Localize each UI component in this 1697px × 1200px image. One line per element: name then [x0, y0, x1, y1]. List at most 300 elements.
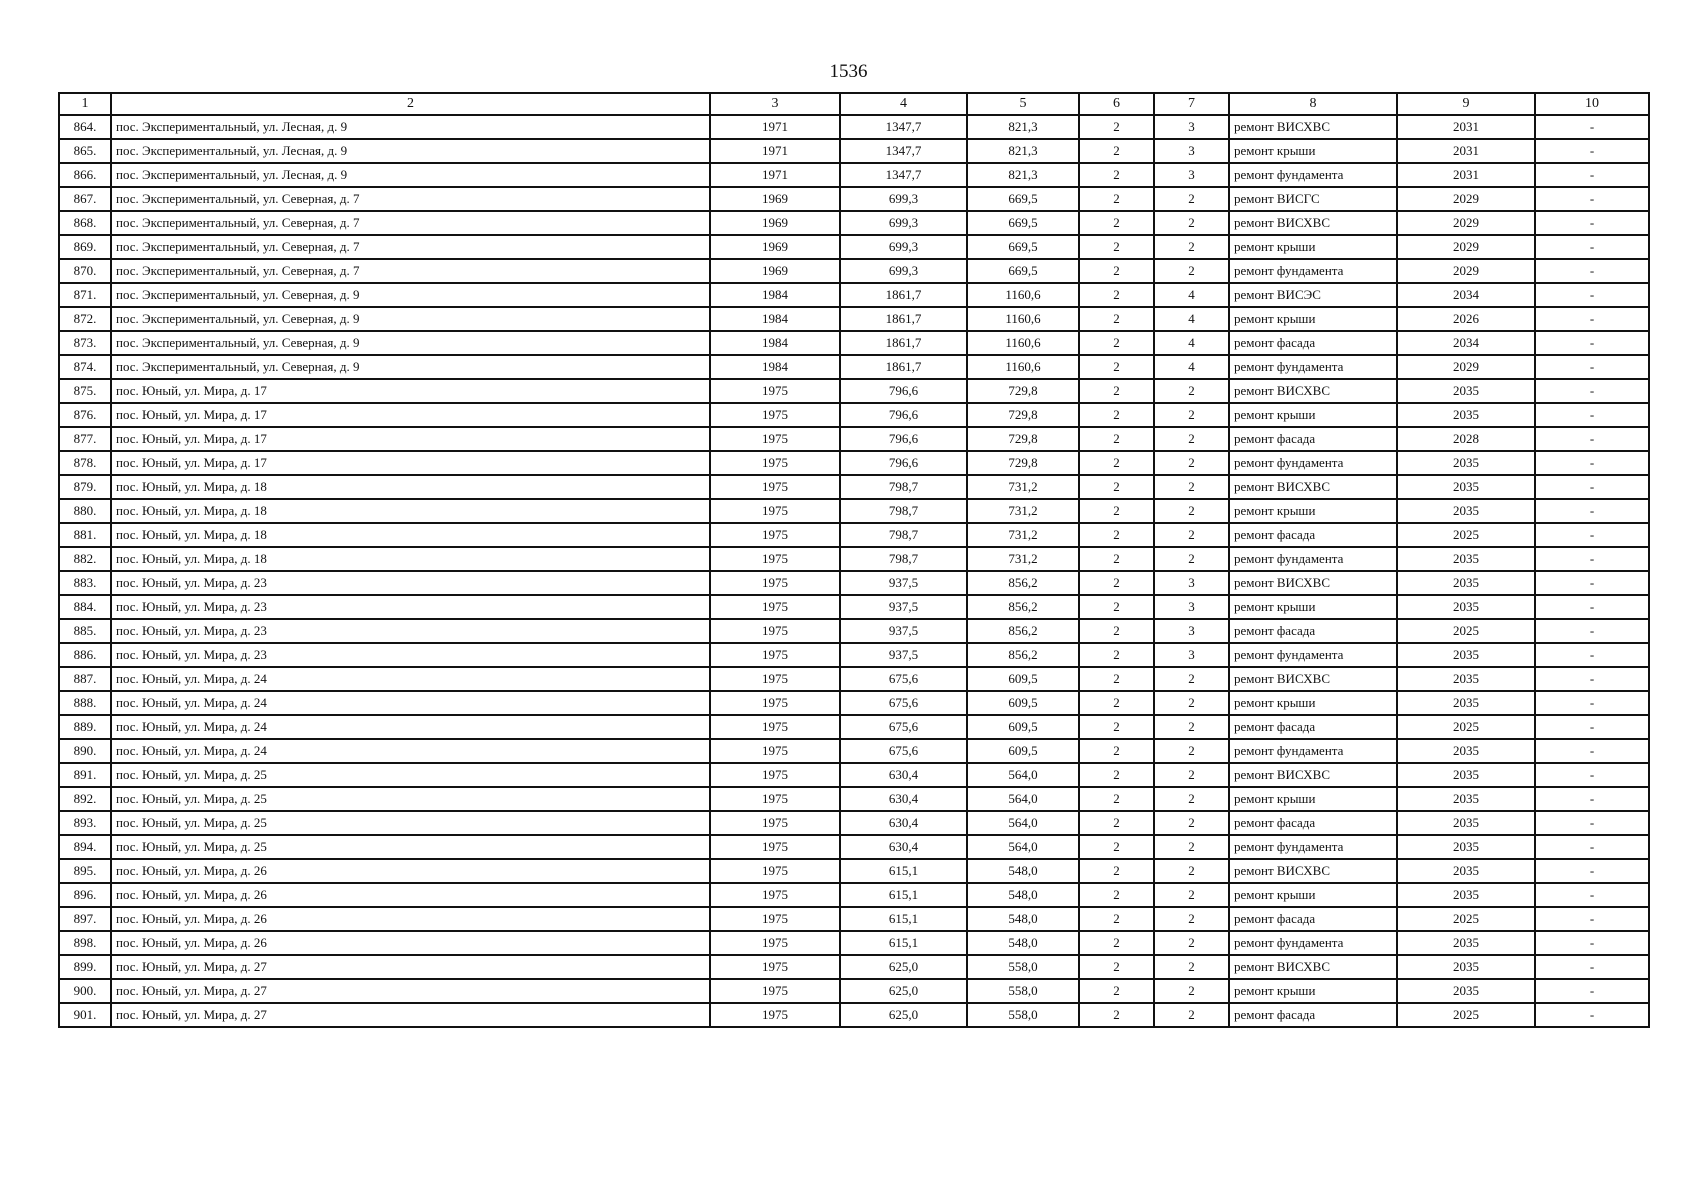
table-row — [59, 595, 1649, 619]
year-cell: 1975 — [710, 547, 840, 571]
address-cell: пос. Юный, ул. Мира, д. 24 — [111, 691, 710, 715]
planned-year-cell: 2035 — [1397, 667, 1535, 691]
address-cell: пос. Экспериментальный, ул. Северная, д. 9 — [111, 331, 710, 355]
year-cell: 1975 — [710, 859, 840, 883]
table-row — [59, 691, 1649, 715]
row-number: 896. — [59, 883, 111, 907]
year-cell: 1975 — [710, 499, 840, 523]
total-area-cell: 796,6 — [840, 403, 967, 427]
floors-cell: 2 — [1079, 595, 1154, 619]
year-cell: 1975 — [710, 787, 840, 811]
floors-cell: 2 — [1079, 739, 1154, 763]
note-cell: - — [1535, 1003, 1649, 1027]
year-cell: 1971 — [710, 163, 840, 187]
year-cell: 1975 — [710, 907, 840, 931]
year-cell: 1984 — [710, 331, 840, 355]
total-area-cell: 798,7 — [840, 475, 967, 499]
row-number: 875. — [59, 379, 111, 403]
floors-cell: 2 — [1079, 955, 1154, 979]
row-number: 897. — [59, 907, 111, 931]
note-cell: - — [1535, 211, 1649, 235]
year-cell: 1975 — [710, 451, 840, 475]
table-row — [59, 811, 1649, 835]
year-cell: 1975 — [710, 835, 840, 859]
work-type-cell: ремонт фасада — [1229, 811, 1397, 835]
year-cell: 1975 — [710, 667, 840, 691]
row-number: 885. — [59, 619, 111, 643]
year-cell: 1969 — [710, 211, 840, 235]
year-cell: 1975 — [710, 595, 840, 619]
living-area-cell: 856,2 — [967, 595, 1079, 619]
table-row — [59, 259, 1649, 283]
total-area-cell: 796,6 — [840, 427, 967, 451]
row-number: 892. — [59, 787, 111, 811]
floors-cell: 2 — [1079, 715, 1154, 739]
work-type-cell: ремонт фасада — [1229, 1003, 1397, 1027]
total-area-cell: 1347,7 — [840, 139, 967, 163]
row-number: 864. — [59, 115, 111, 139]
column-header: 1 — [59, 93, 111, 115]
planned-year-cell: 2034 — [1397, 331, 1535, 355]
living-area-cell: 731,2 — [967, 523, 1079, 547]
row-number: 899. — [59, 955, 111, 979]
year-cell: 1975 — [710, 379, 840, 403]
entrances-cell: 2 — [1154, 475, 1229, 499]
total-area-cell: 937,5 — [840, 643, 967, 667]
total-area-cell: 937,5 — [840, 619, 967, 643]
planned-year-cell: 2029 — [1397, 211, 1535, 235]
table-row — [59, 163, 1649, 187]
planned-year-cell: 2035 — [1397, 691, 1535, 715]
note-cell: - — [1535, 763, 1649, 787]
total-area-cell: 615,1 — [840, 883, 967, 907]
address-cell: пос. Юный, ул. Мира, д. 27 — [111, 979, 710, 1003]
note-cell: - — [1535, 667, 1649, 691]
planned-year-cell: 2025 — [1397, 523, 1535, 547]
living-area-cell: 609,5 — [967, 739, 1079, 763]
note-cell: - — [1535, 859, 1649, 883]
total-area-cell: 937,5 — [840, 571, 967, 595]
table-row — [59, 859, 1649, 883]
address-cell: пос. Юный, ул. Мира, д. 17 — [111, 427, 710, 451]
year-cell: 1969 — [710, 187, 840, 211]
work-type-cell: ремонт крыши — [1229, 787, 1397, 811]
work-type-cell: ремонт фундамента — [1229, 643, 1397, 667]
floors-cell: 2 — [1079, 883, 1154, 907]
row-number: 873. — [59, 331, 111, 355]
entrances-cell: 3 — [1154, 163, 1229, 187]
entrances-cell: 2 — [1154, 499, 1229, 523]
planned-year-cell: 2025 — [1397, 1003, 1535, 1027]
row-number: 882. — [59, 547, 111, 571]
living-area-cell: 1160,6 — [967, 307, 1079, 331]
entrances-cell: 2 — [1154, 979, 1229, 1003]
address-cell: пос. Экспериментальный, ул. Северная, д. 9 — [111, 307, 710, 331]
total-area-cell: 798,7 — [840, 499, 967, 523]
living-area-cell: 1160,6 — [967, 283, 1079, 307]
note-cell: - — [1535, 115, 1649, 139]
entrances-cell: 2 — [1154, 235, 1229, 259]
planned-year-cell: 2035 — [1397, 763, 1535, 787]
work-type-cell: ремонт ВИСГС — [1229, 187, 1397, 211]
entrances-cell: 3 — [1154, 571, 1229, 595]
address-cell: пос. Юный, ул. Мира, д. 25 — [111, 811, 710, 835]
entrances-cell: 4 — [1154, 355, 1229, 379]
column-header: 3 — [710, 93, 840, 115]
planned-year-cell: 2035 — [1397, 571, 1535, 595]
table-row — [59, 211, 1649, 235]
planned-year-cell: 2035 — [1397, 499, 1535, 523]
table-row — [59, 355, 1649, 379]
living-area-cell: 558,0 — [967, 979, 1079, 1003]
floors-cell: 2 — [1079, 931, 1154, 955]
address-cell: пос. Экспериментальный, ул. Северная, д. 7 — [111, 235, 710, 259]
work-type-cell: ремонт фундамента — [1229, 739, 1397, 763]
row-number: 884. — [59, 595, 111, 619]
address-cell: пос. Юный, ул. Мира, д. 18 — [111, 475, 710, 499]
year-cell: 1975 — [710, 715, 840, 739]
note-cell: - — [1535, 163, 1649, 187]
row-number: 865. — [59, 139, 111, 163]
work-type-cell: ремонт ВИСХВС — [1229, 571, 1397, 595]
row-number: 889. — [59, 715, 111, 739]
work-type-cell: ремонт ВИСЭС — [1229, 283, 1397, 307]
column-header: 4 — [840, 93, 967, 115]
work-type-cell: ремонт ВИСХВС — [1229, 115, 1397, 139]
note-cell: - — [1535, 499, 1649, 523]
year-cell: 1975 — [710, 475, 840, 499]
planned-year-cell: 2035 — [1397, 811, 1535, 835]
work-type-cell: ремонт фасада — [1229, 331, 1397, 355]
floors-cell: 2 — [1079, 811, 1154, 835]
table-row — [59, 571, 1649, 595]
living-area-cell: 564,0 — [967, 787, 1079, 811]
total-area-cell: 625,0 — [840, 979, 967, 1003]
housing-repair-table — [58, 92, 1650, 1028]
floors-cell: 2 — [1079, 499, 1154, 523]
total-area-cell: 625,0 — [840, 1003, 967, 1027]
living-area-cell: 821,3 — [967, 139, 1079, 163]
row-number: 877. — [59, 427, 111, 451]
year-cell: 1975 — [710, 523, 840, 547]
living-area-cell: 564,0 — [967, 763, 1079, 787]
note-cell: - — [1535, 403, 1649, 427]
entrances-cell: 2 — [1154, 715, 1229, 739]
year-cell: 1975 — [710, 883, 840, 907]
address-cell: пос. Экспериментальный, ул. Лесная, д. 9 — [111, 163, 710, 187]
note-cell: - — [1535, 619, 1649, 643]
entrances-cell: 3 — [1154, 643, 1229, 667]
entrances-cell: 4 — [1154, 283, 1229, 307]
total-area-cell: 630,4 — [840, 811, 967, 835]
work-type-cell: ремонт крыши — [1229, 307, 1397, 331]
year-cell: 1975 — [710, 931, 840, 955]
year-cell: 1975 — [710, 403, 840, 427]
table-row — [59, 451, 1649, 475]
total-area-cell: 937,5 — [840, 595, 967, 619]
address-cell: пос. Юный, ул. Мира, д. 25 — [111, 787, 710, 811]
entrances-cell: 2 — [1154, 427, 1229, 451]
planned-year-cell: 2035 — [1397, 403, 1535, 427]
living-area-cell: 609,5 — [967, 667, 1079, 691]
row-number: 879. — [59, 475, 111, 499]
work-type-cell: ремонт фасада — [1229, 427, 1397, 451]
table-row — [59, 427, 1649, 451]
planned-year-cell: 2029 — [1397, 187, 1535, 211]
table-row — [59, 787, 1649, 811]
entrances-cell: 2 — [1154, 883, 1229, 907]
year-cell: 1975 — [710, 643, 840, 667]
row-number: 874. — [59, 355, 111, 379]
address-cell: пос. Юный, ул. Мира, д. 26 — [111, 883, 710, 907]
entrances-cell: 3 — [1154, 139, 1229, 163]
address-cell: пос. Экспериментальный, ул. Лесная, д. 9 — [111, 139, 710, 163]
note-cell: - — [1535, 283, 1649, 307]
year-cell: 1975 — [710, 763, 840, 787]
note-cell: - — [1535, 451, 1649, 475]
year-cell: 1975 — [710, 979, 840, 1003]
planned-year-cell: 2028 — [1397, 427, 1535, 451]
note-cell: - — [1535, 907, 1649, 931]
planned-year-cell: 2035 — [1397, 979, 1535, 1003]
note-cell: - — [1535, 547, 1649, 571]
entrances-cell: 2 — [1154, 835, 1229, 859]
floors-cell: 2 — [1079, 787, 1154, 811]
total-area-cell: 625,0 — [840, 955, 967, 979]
total-area-cell: 1347,7 — [840, 163, 967, 187]
table-row — [59, 475, 1649, 499]
address-cell: пос. Экспериментальный, ул. Северная, д. 7 — [111, 211, 710, 235]
living-area-cell: 558,0 — [967, 955, 1079, 979]
table-row — [59, 547, 1649, 571]
entrances-cell: 2 — [1154, 955, 1229, 979]
total-area-cell: 699,3 — [840, 187, 967, 211]
work-type-cell: ремонт крыши — [1229, 235, 1397, 259]
table-header-row — [59, 93, 1649, 115]
work-type-cell: ремонт фундамента — [1229, 931, 1397, 955]
year-cell: 1971 — [710, 115, 840, 139]
year-cell: 1975 — [710, 691, 840, 715]
table-row — [59, 619, 1649, 643]
table-row — [59, 379, 1649, 403]
row-number: 893. — [59, 811, 111, 835]
table-row — [59, 643, 1649, 667]
note-cell: - — [1535, 739, 1649, 763]
address-cell: пос. Экспериментальный, ул. Лесная, д. 9 — [111, 115, 710, 139]
year-cell: 1975 — [710, 811, 840, 835]
planned-year-cell: 2035 — [1397, 475, 1535, 499]
year-cell: 1975 — [710, 739, 840, 763]
note-cell: - — [1535, 715, 1649, 739]
address-cell: пос. Юный, ул. Мира, д. 17 — [111, 379, 710, 403]
table-row — [59, 1003, 1649, 1027]
table-row — [59, 955, 1649, 979]
row-number: 867. — [59, 187, 111, 211]
living-area-cell: 729,8 — [967, 451, 1079, 475]
work-type-cell: ремонт крыши — [1229, 139, 1397, 163]
floors-cell: 2 — [1079, 571, 1154, 595]
planned-year-cell: 2035 — [1397, 883, 1535, 907]
year-cell: 1984 — [710, 355, 840, 379]
table-body — [59, 115, 1649, 1027]
floors-cell: 2 — [1079, 859, 1154, 883]
living-area-cell: 731,2 — [967, 499, 1079, 523]
planned-year-cell: 2029 — [1397, 355, 1535, 379]
table-row — [59, 331, 1649, 355]
table-row — [59, 523, 1649, 547]
entrances-cell: 4 — [1154, 307, 1229, 331]
address-cell: пос. Юный, ул. Мира, д. 23 — [111, 595, 710, 619]
address-cell: пос. Юный, ул. Мира, д. 26 — [111, 907, 710, 931]
address-cell: пос. Юный, ул. Мира, д. 25 — [111, 835, 710, 859]
entrances-cell: 2 — [1154, 259, 1229, 283]
row-number: 890. — [59, 739, 111, 763]
row-number: 870. — [59, 259, 111, 283]
total-area-cell: 630,4 — [840, 787, 967, 811]
floors-cell: 2 — [1079, 763, 1154, 787]
year-cell: 1971 — [710, 139, 840, 163]
planned-year-cell: 2035 — [1397, 451, 1535, 475]
entrances-cell: 2 — [1154, 451, 1229, 475]
floors-cell: 2 — [1079, 259, 1154, 283]
planned-year-cell: 2025 — [1397, 907, 1535, 931]
total-area-cell: 1861,7 — [840, 355, 967, 379]
column-header: 10 — [1535, 93, 1649, 115]
entrances-cell: 2 — [1154, 739, 1229, 763]
living-area-cell: 856,2 — [967, 619, 1079, 643]
year-cell: 1969 — [710, 235, 840, 259]
living-area-cell: 669,5 — [967, 235, 1079, 259]
row-number: 866. — [59, 163, 111, 187]
column-header: 8 — [1229, 93, 1397, 115]
living-area-cell: 564,0 — [967, 835, 1079, 859]
column-header: 6 — [1079, 93, 1154, 115]
floors-cell: 2 — [1079, 451, 1154, 475]
work-type-cell: ремонт фундамента — [1229, 451, 1397, 475]
work-type-cell: ремонт ВИСХВС — [1229, 667, 1397, 691]
address-cell: пос. Юный, ул. Мира, д. 17 — [111, 403, 710, 427]
planned-year-cell: 2035 — [1397, 787, 1535, 811]
total-area-cell: 1861,7 — [840, 331, 967, 355]
note-cell: - — [1535, 931, 1649, 955]
table-row — [59, 307, 1649, 331]
planned-year-cell: 2031 — [1397, 163, 1535, 187]
note-cell: - — [1535, 331, 1649, 355]
address-cell: пос. Юный, ул. Мира, д. 23 — [111, 619, 710, 643]
entrances-cell: 3 — [1154, 619, 1229, 643]
work-type-cell: ремонт крыши — [1229, 979, 1397, 1003]
table-row — [59, 739, 1649, 763]
living-area-cell: 564,0 — [967, 811, 1079, 835]
entrances-cell: 2 — [1154, 187, 1229, 211]
work-type-cell: ремонт крыши — [1229, 403, 1397, 427]
entrances-cell: 2 — [1154, 547, 1229, 571]
planned-year-cell: 2034 — [1397, 283, 1535, 307]
living-area-cell: 548,0 — [967, 883, 1079, 907]
table-row — [59, 883, 1649, 907]
living-area-cell: 729,8 — [967, 379, 1079, 403]
row-number: 891. — [59, 763, 111, 787]
entrances-cell: 2 — [1154, 523, 1229, 547]
entrances-cell: 4 — [1154, 331, 1229, 355]
living-area-cell: 821,3 — [967, 163, 1079, 187]
note-cell: - — [1535, 955, 1649, 979]
planned-year-cell: 2031 — [1397, 115, 1535, 139]
planned-year-cell: 2029 — [1397, 259, 1535, 283]
planned-year-cell: 2035 — [1397, 931, 1535, 955]
planned-year-cell: 2035 — [1397, 955, 1535, 979]
work-type-cell: ремонт крыши — [1229, 499, 1397, 523]
work-type-cell: ремонт ВИСХВС — [1229, 211, 1397, 235]
living-area-cell: 548,0 — [967, 859, 1079, 883]
entrances-cell: 2 — [1154, 1003, 1229, 1027]
total-area-cell: 699,3 — [840, 259, 967, 283]
address-cell: пос. Юный, ул. Мира, д. 18 — [111, 499, 710, 523]
living-area-cell: 729,8 — [967, 403, 1079, 427]
entrances-cell: 2 — [1154, 859, 1229, 883]
planned-year-cell: 2031 — [1397, 139, 1535, 163]
year-cell: 1975 — [710, 571, 840, 595]
living-area-cell: 856,2 — [967, 643, 1079, 667]
work-type-cell: ремонт ВИСХВС — [1229, 859, 1397, 883]
table-row — [59, 283, 1649, 307]
living-area-cell: 558,0 — [967, 1003, 1079, 1027]
row-number: 887. — [59, 667, 111, 691]
entrances-cell: 3 — [1154, 595, 1229, 619]
living-area-cell: 821,3 — [967, 115, 1079, 139]
entrances-cell: 2 — [1154, 403, 1229, 427]
floors-cell: 2 — [1079, 379, 1154, 403]
address-cell: пос. Юный, ул. Мира, д. 18 — [111, 547, 710, 571]
floors-cell: 2 — [1079, 643, 1154, 667]
total-area-cell: 1861,7 — [840, 283, 967, 307]
table-row — [59, 931, 1649, 955]
year-cell: 1984 — [710, 283, 840, 307]
floors-cell: 2 — [1079, 115, 1154, 139]
living-area-cell: 731,2 — [967, 475, 1079, 499]
table-row — [59, 835, 1649, 859]
floors-cell: 2 — [1079, 187, 1154, 211]
row-number: 895. — [59, 859, 111, 883]
total-area-cell: 796,6 — [840, 379, 967, 403]
work-type-cell: ремонт крыши — [1229, 595, 1397, 619]
table-row — [59, 139, 1649, 163]
address-cell: пос. Юный, ул. Мира, д. 26 — [111, 931, 710, 955]
living-area-cell: 1160,6 — [967, 355, 1079, 379]
planned-year-cell: 2035 — [1397, 595, 1535, 619]
floors-cell: 2 — [1079, 139, 1154, 163]
column-header: 5 — [967, 93, 1079, 115]
address-cell: пос. Юный, ул. Мира, д. 27 — [111, 1003, 710, 1027]
year-cell: 1969 — [710, 259, 840, 283]
entrances-cell: 2 — [1154, 931, 1229, 955]
row-number: 880. — [59, 499, 111, 523]
row-number: 883. — [59, 571, 111, 595]
living-area-cell: 669,5 — [967, 259, 1079, 283]
row-number: 886. — [59, 643, 111, 667]
year-cell: 1975 — [710, 955, 840, 979]
floors-cell: 2 — [1079, 667, 1154, 691]
address-cell: пос. Экспериментальный, ул. Северная, д. 9 — [111, 355, 710, 379]
address-cell: пос. Экспериментальный, ул. Северная, д. 9 — [111, 283, 710, 307]
note-cell: - — [1535, 355, 1649, 379]
work-type-cell: ремонт крыши — [1229, 691, 1397, 715]
living-area-cell: 729,8 — [967, 427, 1079, 451]
note-cell: - — [1535, 979, 1649, 1003]
row-number: 881. — [59, 523, 111, 547]
page-number: 1536 — [829, 61, 868, 82]
address-cell: пос. Экспериментальный, ул. Северная, д. 7 — [111, 187, 710, 211]
